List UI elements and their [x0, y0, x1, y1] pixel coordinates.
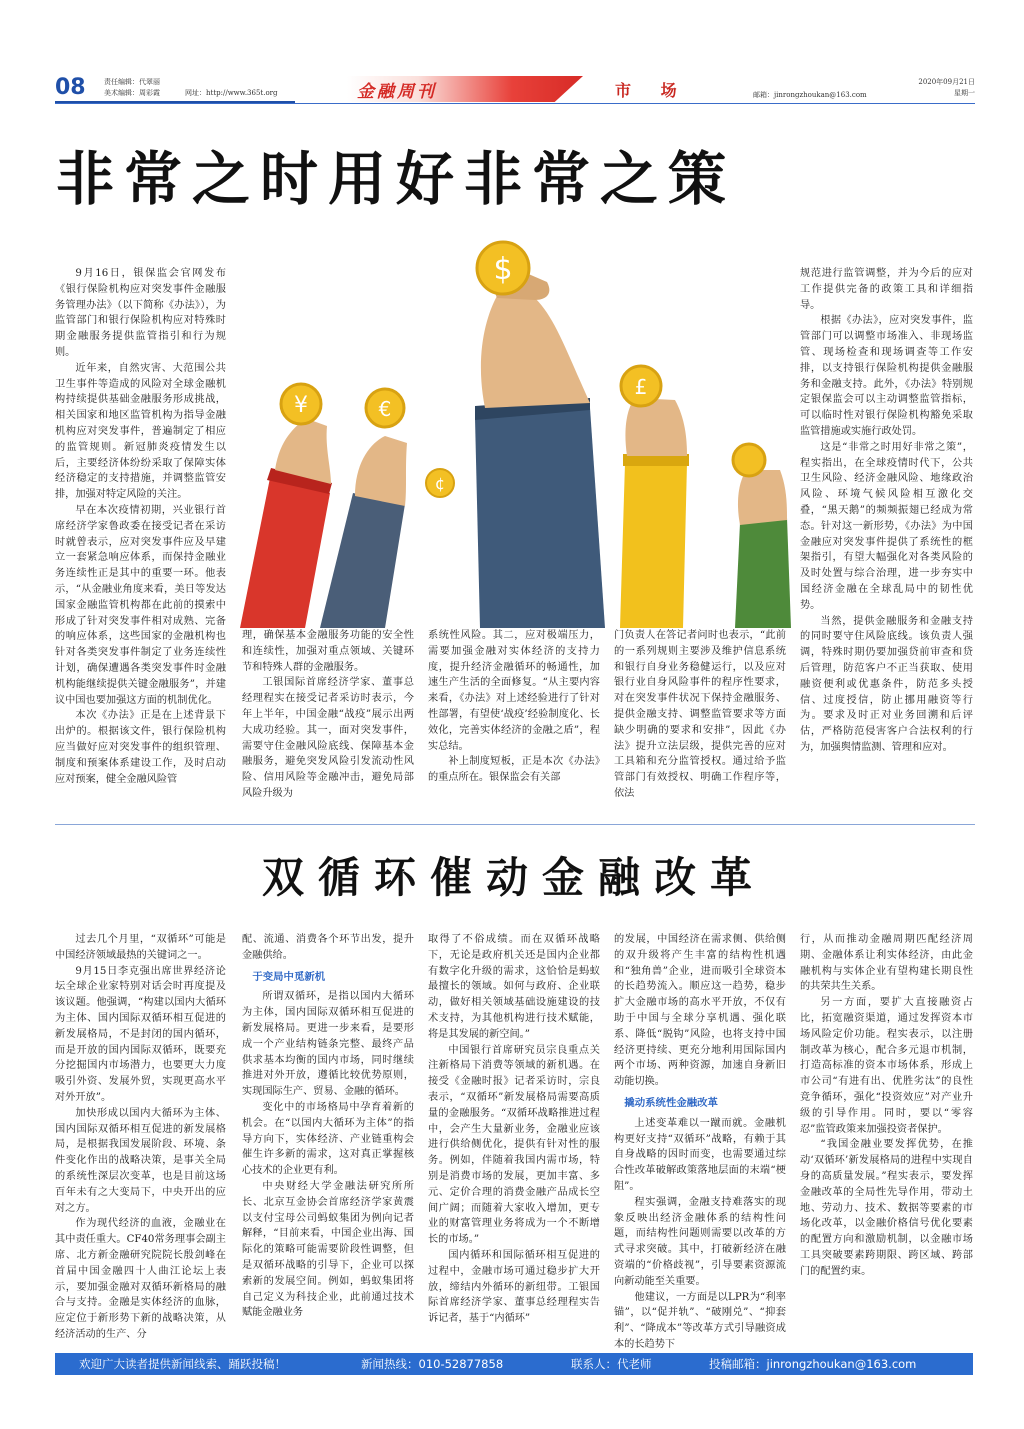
editor-line: 责任编辑：代翠丽	[104, 78, 160, 86]
paragraph: 本次《办法》正是在上述背景下出炉的。根据该文件，银行保险机构应当做好应对突发事件的组织管理、制度和预案体系建设工作，及时启动应对预案，健全金融风险管	[55, 710, 226, 785]
article1-column-4	[614, 628, 786, 804]
article1-column-2	[242, 628, 414, 804]
paragraph: 的发展，中国经济在需求侧、供给侧的双升级将产生丰富的结构性机遇和“独角兽”企业，进而吸引全球资本的长趋势流入。顺应这一趋势，稳步扩大金融市场的高水平开放，不仅有助于中国与全球分享机遇、强化联系、降低“脱钩”风险，也将支持中国经济更持续、更充分地利用国际国内两个市场、两种资源，加速自身新旧动能切换。	[614, 934, 786, 1088]
paragraph: 所谓双循环，是指以国内大循环为主体，国内国际双循环相互促进的新发展格局。更进一步来看，是要形成一个产业结构链条完整、最终产品供求基本均衡的国内市场，同时继续推进对外开放，遵循比较优势原则，实现国际生产、贸易、金融的循环。	[242, 991, 414, 1098]
svg-text:€: €	[378, 397, 392, 421]
footer-banner	[55, 1353, 973, 1375]
paragraph: 配、流通、消费各个环节出发，提升金融供给。	[242, 934, 414, 961]
paragraph: 另一方面，要扩大直接融资占比，拓宽融资渠道，通过发挥资本市场风险定价功能。程实表示，以注册制改革为核心，配合多元退市机制，打造高标准的资本市场体系，形成上市公司“有进有出、优胜劣汰”的良性竞争循环，强化“投资效应”对产业升级的引导作用。同时，要以“零容忍”监管政策来加强投资者保护。	[800, 997, 973, 1135]
article2-column-1	[55, 932, 226, 1342]
paragraph: 规范进行监管调整，并为今后的应对工作提供完备的政策工具和详细指导。	[800, 268, 973, 311]
footer-contact: 联系人：代老师	[571, 1357, 652, 1371]
paragraph: 工银国际首席经济学家、董事总经理程实在接受记者采访时表示，今年上半年，中国金融“战疫”展示出两大成功经验。其一，面对突发事件，需要守住金融风险底线、保障基本金融服务，避免突发风险引发流动性风险、信用风险等金融冲击，避免局部风险升级为	[242, 677, 414, 799]
footer-hotline[interactable]: 新闻热线：010-52877858	[361, 1357, 504, 1371]
section-divider	[55, 824, 975, 825]
paragraph: 9月16日，银保监会官网发布《银行保险机构应对突发事件金融服务管理办法》（以下简称《办法》），为监管部门和银行保险机构应对特殊时期金融服务提供监管指引和行为规则。	[55, 268, 226, 358]
paragraph: “我国金融业要发挥优势，在推动‘双循环’新发展格局的进程中实现自身的高质量发展。”程实表示，要发挥金融改革的全局性先导作用，带动土地、劳动力、技术、数据等要素的市场化改革，以金融价格信号优化要素的配置方向和激励机制，以金融市场工具突破要素跨期限、跨区域、跨部门的配置约束。	[800, 1139, 973, 1277]
issue-date	[918, 77, 975, 99]
red-arm	[240, 384, 332, 628]
article1-column-3	[428, 628, 600, 804]
brand-title: 金融周刊	[357, 82, 437, 102]
header-rule	[55, 103, 975, 104]
paragraph: 门负责人在答记者问时也表示，“此前的一系列规则主要涉及维护信息系统和银行自身业务稳健运行，以及应对银行业自身风险事件的程序性要求，对在突发事件状况下保持金融服务、提供金融支持、调整监管要求等方面缺少明确的要求和安排”，因此《办法》提升立法层级，提供完善的应对工具箱和充分监管授权。通过给予监管部门有效授权、明确工作程序等，依法	[614, 630, 786, 799]
blue-center-arm	[475, 242, 605, 628]
yellow-arm	[620, 366, 689, 628]
svg-text:$: $	[493, 252, 513, 287]
article1-column-5	[800, 266, 973, 804]
page-header	[55, 76, 975, 104]
paragraph: 早在本次疫情初期，兴业银行首席经济学家鲁政委在接受记者在采访时就曾表示，应对突发事件应及早建立一套紧急响应体系，而保持金融业务连续性正是其中的重要一环。他表示，“从金融业角度来看，美日等发达国家金融监管机构都在此前的摸索中形成了针对突发事件相对成熟、完备的响应体系，这些国家的金融机构也针对各类突发事件制定了业务连续性计划，确保遭遇各类突发事件时金融机构能继续提供关键金融服务”，并建议中国也要加强这方面的机制优化。	[55, 504, 226, 706]
editor-credits	[104, 77, 160, 99]
section-title: 市 场	[615, 81, 689, 100]
svg-text:¥: ¥	[294, 393, 308, 418]
weekday-text: 星期一	[954, 89, 975, 97]
svg-text:£: £	[634, 375, 648, 399]
date-text: 2020年09月21日	[918, 78, 975, 86]
paragraph: 当然，提供金融服务和金融支持的同时要守住风险底线。该负责人强调，特殊时期仍要加强贷前审查和贷后管理，防范客户不正当获取、使用融资便利或优惠条件，防范多头授信、过度授信，防止挪用融资等行为。要求及时正对业务回溯和后评估，严格防范侵害客户合法权利的行为，加强舆情监测、管理和应对。	[800, 615, 973, 753]
paragraph: 系统性风险。其二，应对极端压力，需要加强金融对实体经济的支持力度，提升经济金融循环的畅通性，加速生产生活的全面修复。“从主要内容来看，《办法》对上述经验进行了针对性部署，有望使‘战疫’经验制度化、长效化，完善实体经济的金融之盾”，程实总结。	[428, 630, 600, 752]
paragraph: 理，确保基本金融服务功能的安全性和连续性，加强对重点领域、关键环节和特殊人群的金融服务。	[242, 630, 414, 673]
paragraph: 中央财经大学金融法研究所所长、北京互金协会首席经济学家黄震以支付宝母公司蚂蚁集团为例向记者解释，“目前来看，中国企业出海、国际化的策略可能需要阶段性调整，但是双循环战略的引导下，企业可以探索新的发展空间。例如，蚂蚁集团将自己定义为科技企业，此前通过技术赋能金融业务	[242, 1180, 414, 1319]
gold-coin-icon	[733, 444, 765, 476]
paragraph: 9月15日李克强出席世界经济论坛全球企业家特别对话会时再度提及该议题。他强调，“构建以国内大循环为主体、国内国际双循环相互促进的新发展格局，不是封闭的国内循环，而是开放的国内国际双循环，既要充分挖掘国内市场潜力，也要更大力度吸引外资、发展外贸，实现更高水平对外开放”。	[55, 965, 226, 1103]
article1-headline: 非常之时用好非常之策	[56, 145, 737, 213]
paragraph: 作为现代经济的血液，金融业在其中责任重大。CF40常务理事会副主席、北方新金融研究院院长殷剑峰在首届中国金融四十人曲江论坛上表示，要加强金融对双循环新格局的融合与支持。金融是实体经济的血脉，应定位于新形势下新的战略决策，从经济活动的生产、分	[55, 1218, 226, 1340]
page-number: 08	[55, 75, 86, 100]
footer-email[interactable]: 投稿邮箱：jinrongzhoukan@163.com	[709, 1357, 917, 1371]
paragraph: 根据《办法》，应对突发事件，监管部门可以调整市场准入、非现场监管、现场检查和现场调查等工作安排，以支持银行保险机构提供金融服务和金融支持。此外，《办法》特别规定银保监会可以主动调整监管指标，可以临时性对银行保险机构豁免采取监管措施或实施行政处罚。	[800, 315, 973, 437]
svg-text:¢: ¢	[434, 474, 446, 493]
article2-column-4	[614, 932, 786, 1350]
subheading: 撬动系统性金融改革	[624, 1096, 718, 1109]
paragraph: 国内循环和国际循环相互促进的过程中，金融市场可通过稳步扩大开放，缔结内外循环的新纽带。工银国际首席经济学家、董事总经理程实告诉记者，基于“内循环”	[428, 1249, 600, 1325]
paragraph: 加快形成以国内大循环为主体、国内国际双循环相互促进的新发展格局，是根据我国发展阶段、环境、条件变化作出的战略决策，是事关全局的系统性深层次变革，也是目前这场百年未有之大变局下，中央开出的应对之方。	[55, 1107, 226, 1214]
article2-headline: 双循环催动金融改革	[262, 853, 767, 902]
website-url[interactable]: 网址：http://www.365t.org	[185, 89, 278, 97]
editor-line: 美术编辑：周彩霞	[104, 89, 160, 97]
footer-slogan: 欢迎广大读者提供新闻线索、踊跃投稿！	[79, 1357, 286, 1371]
paragraph: 程实强调，金融支持难落实的现象反映出经济金融体系的结构性问题，而结构性问题则需要以改革的方式寻求突破。其中，打破新经济在融资端的“价格歧视”，引导要素资源流向新动能至关重要。	[614, 1196, 786, 1287]
paragraph: 上述变革难以一蹴而就。金融机构更好支持“双循环”战略，有赖于其自身战略的因时而变，也需要通过综合性改革破解政策落地层面的末端“梗阻”。	[614, 1117, 786, 1192]
paragraph: 过去几个月里，“双循环”可能是中国经济领域最热的关键词之一。	[55, 934, 226, 961]
navy-arm	[320, 389, 407, 628]
paragraph: 补上制度短板，正是本次《办法》的重点所在。银保监会有关部	[428, 756, 600, 784]
article2-column-2	[242, 932, 414, 1342]
paragraph: 取得了不俗成绩。而在双循环战略下，无论是政府机关还是国内企业都有数字化升级的需求，这恰恰是蚂蚁最擅长的领域。如何与政府、企业联动，做好相关领域基础设施建设的技术支持，为其他机构进行技术赋能，将是其发展的新空间。”	[428, 934, 600, 1040]
paragraph: 这是“非常之时用好非常之策”，程实指出，在全球疫情时代下，公共卫生风险、经济金融风险、地缘政治风险、环境气候风险相互激化交叠，“黑天鹅”的频频振翅已经成为常态。针对这一新形势，《办法》为中国金融应对突发事件提供了系统性的框架指引，有望大幅强化对各类风险的及时处置与综合治理，进一步夯实中国经济金融在全球乱局中的韧性优势。	[800, 441, 973, 611]
article1-column-1	[55, 266, 226, 804]
paragraph: 行，从而推动金融周期匹配经济周期、金融体系让利实体经济，由此金融机构与实体企业有望构建长期良性的共荣共生关系。	[800, 934, 973, 993]
green-arm	[733, 444, 791, 628]
paragraph: 中国银行首席研究员宗良重点关注新格局下消费等领域的新机遇。在接受《金融时报》记者采访时，宗良表示，“双循环”新发展格局需要高质量的金融服务。“双循环战略推进过程中，会产生大量新业务，金融业应该进行供给侧优化，提供有针对性的服务。例如，伴随着我国内需市场，特别是消费市场的发展，更加丰富、多元、定价合理的消费金融产品成长空间广阔；而随着大家收入增加，更专业的财富管理业务将成为一个不断增长的市场。”	[428, 1044, 600, 1246]
header-email[interactable]: 邮箱：jinrongzhoukan@163.com	[753, 91, 867, 99]
hands-with-coins-illustration	[235, 238, 795, 628]
paragraph: 他建议，一方面是以LPR为“利率锚”，以“促并轨”、“破刚兑”、“抑套利”、“降成本”等改革方式引导融资成本的长趋势下	[614, 1291, 786, 1350]
article2-column-3	[428, 932, 600, 1342]
paragraph: 近年来，自然灾害、大范围公共卫生事件等造成的风险对全球金融机构持续提供基础金融服务形成挑战，相关国家和地区监管机构为指导金融机构应对突发事件，普遍制定了相应的监管规则。新冠肺炎疫情发生以后，主要经济体纷纷采取了保障实体经济稳定的支持措施，并调整监管安排，加强对特定风险的关注。	[55, 362, 226, 501]
subheading: 于变局中觅新机	[252, 970, 326, 983]
article2-column-5	[800, 932, 973, 1342]
paragraph: 变化中的市场格局中孕育着新的机会。在“以国内大循环为主体”的指导方向下，实体经济、产业链重构会催生许多新的需求，这对真正掌握核心技术的企业更有利。	[242, 1101, 414, 1177]
